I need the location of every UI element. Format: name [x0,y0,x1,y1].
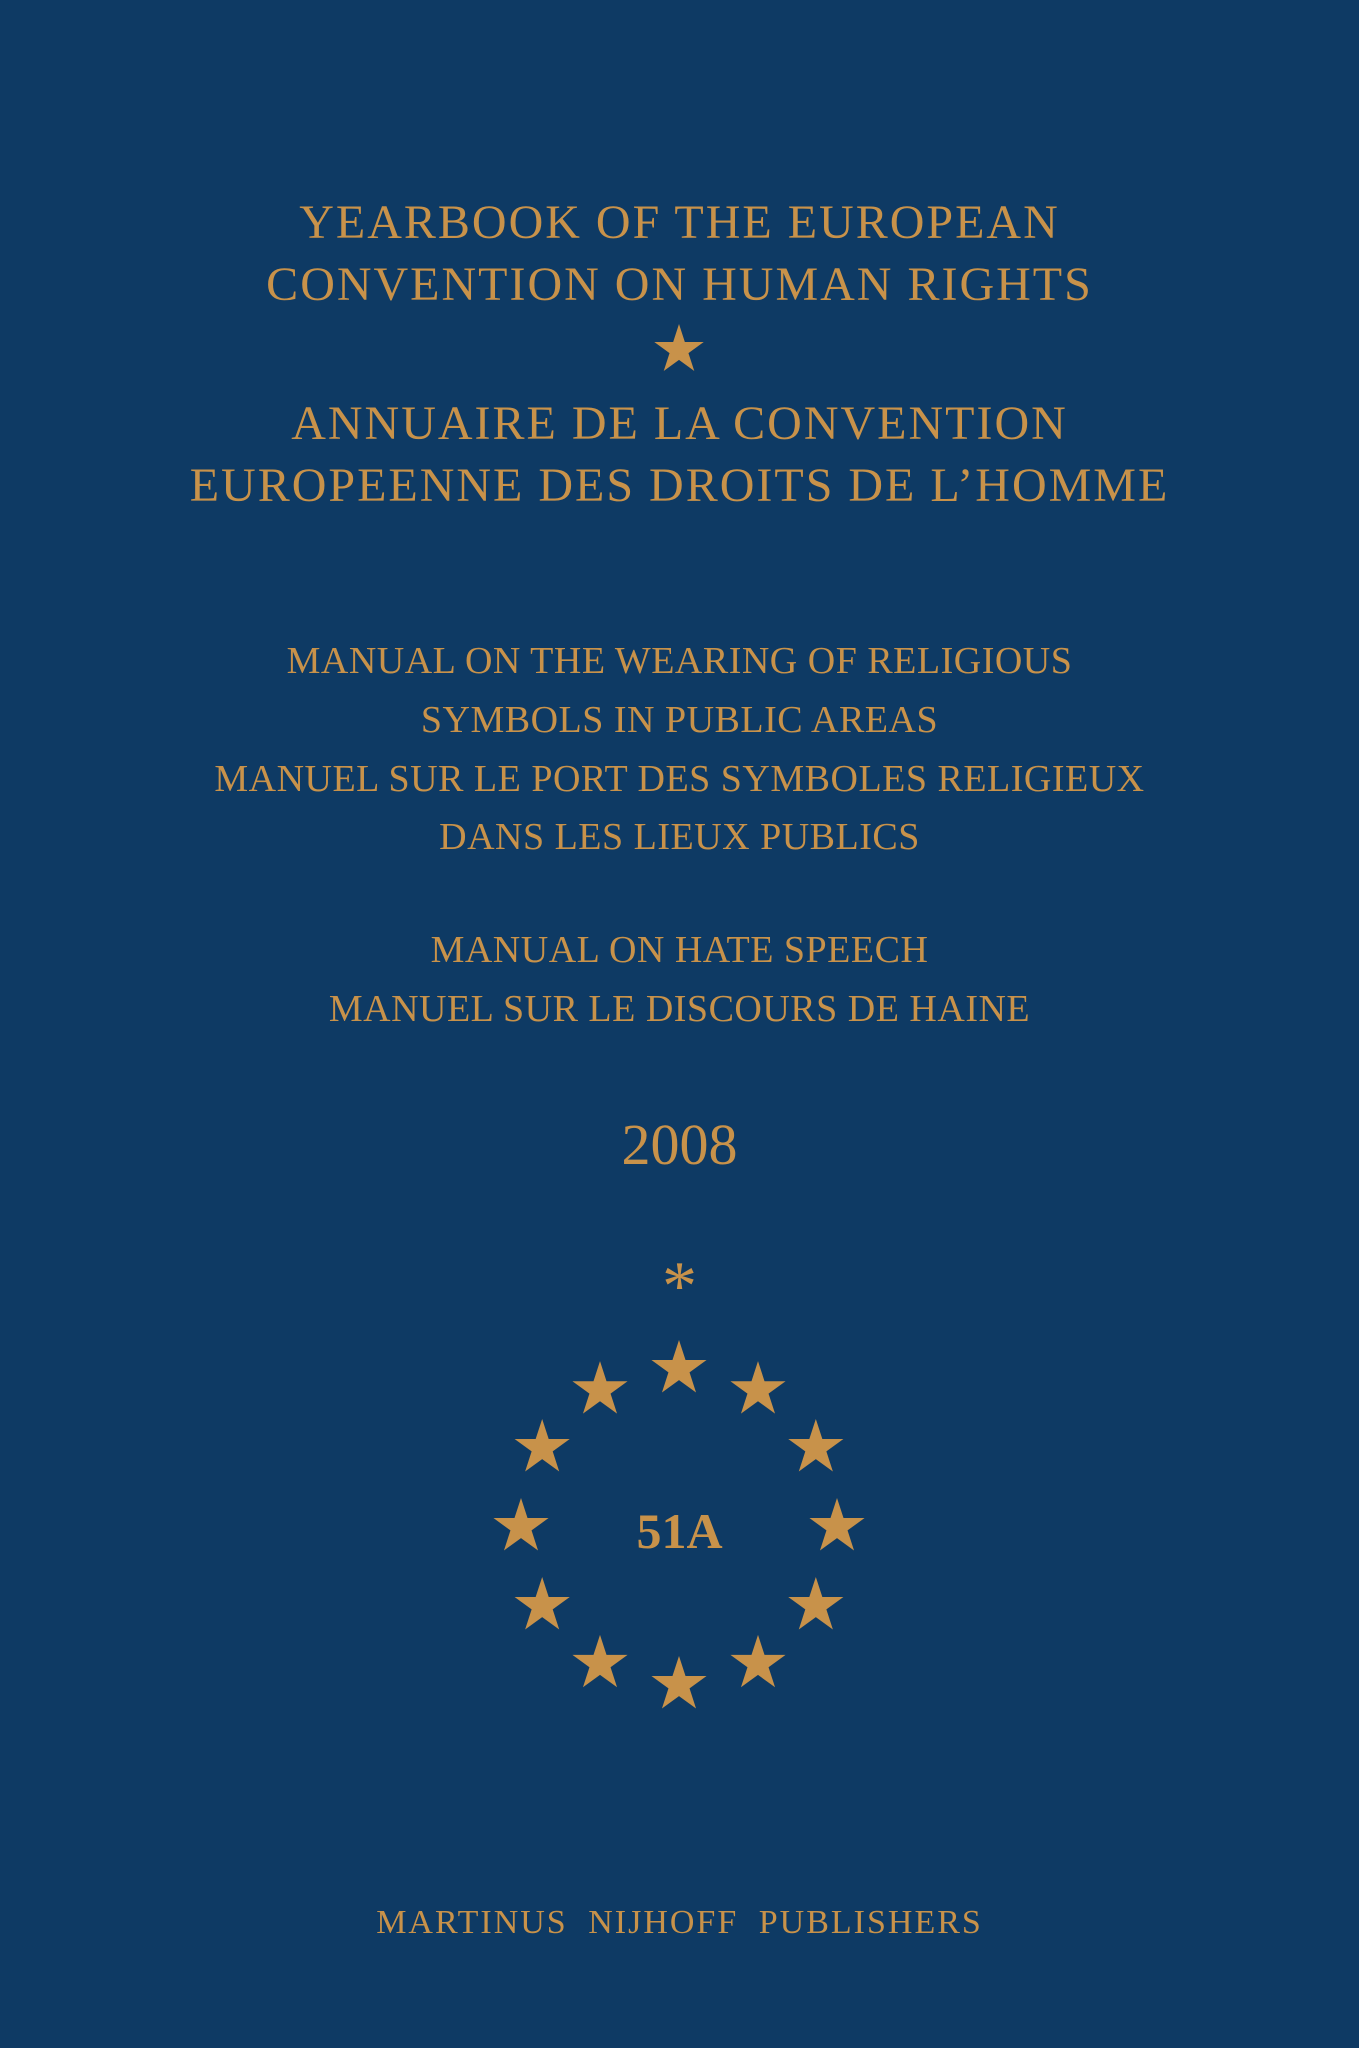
emblem-star-icon [730,1361,785,1413]
emblem-star-icon [572,1635,627,1687]
year: 2008 [621,1112,738,1177]
subject-2-line-2: MANUEL SUR LE DISCOURS DE HAINE [328,988,1031,1030]
subject-2-line-1: MANUAL ON HATE SPEECH [430,929,929,971]
emblem-star-icon [651,1656,706,1708]
publisher-name: MARTINUS NIJHOFF PUBLISHERS [376,1904,983,1941]
english-title-line-2: CONVENTION ON HUMAN RIGHTS [266,258,1093,311]
emblem-star-icon [788,1419,843,1471]
subject-1-line-3: MANUEL SUR LE PORT DES SYMBOLES RELIGIEUX [214,758,1145,800]
emblem-star-icon [788,1577,843,1629]
emblem-star-icon [572,1361,627,1413]
emblem-star-icon [651,1340,706,1392]
french-title-line-2: EUROPEENNE DES DROITS DE L’HOMME [189,459,1170,512]
emblem-star-icon [515,1577,570,1629]
subject-1-line-2: SYMBOLS IN PUBLIC AREAS [420,699,939,741]
english-title-line-1: YEARBOOK OF THE EUROPEAN [299,196,1060,249]
french-title-line-1: ANNUAIRE DE LA CONVENTION [291,397,1068,450]
emblem-star-icon [515,1419,570,1471]
volume-number: 51A [636,1503,723,1559]
subject-1-line-1: MANUAL ON THE WEARING OF RELIGIOUS [286,640,1073,682]
separator-star-icon [654,324,703,371]
asterisk-mark: * [662,1248,697,1325]
emblem-star-icon [730,1635,785,1687]
subject-1-line-4: DANS LES LIEUX PUBLICS [439,816,920,858]
